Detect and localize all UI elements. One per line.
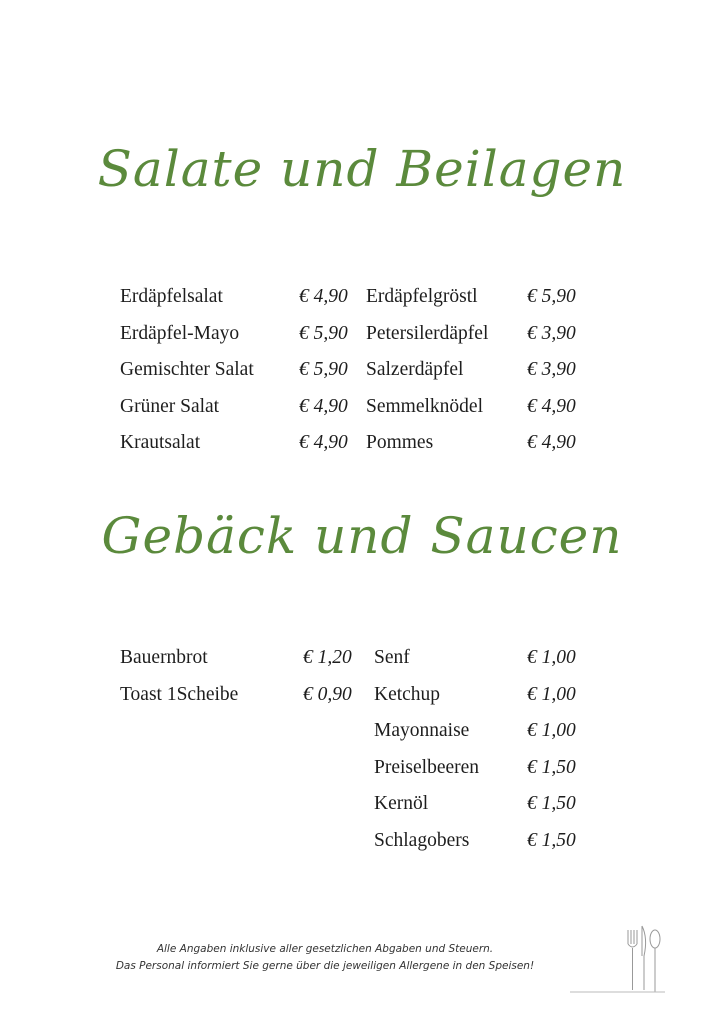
menu-item-price: € 4,90 xyxy=(299,432,348,453)
menu-item-price: € 4,90 xyxy=(299,286,348,307)
menu-item-name: Mayonnaise xyxy=(374,720,470,741)
menu-item-name: Pommes xyxy=(366,432,434,453)
menu-item-price: € 1,00 xyxy=(527,720,576,741)
salate-right-column xyxy=(366,286,591,469)
menu-item-name: Senf xyxy=(374,647,410,668)
menu-item xyxy=(374,757,589,794)
menu-item-name: Semmelknödel xyxy=(366,395,483,417)
menu-item-name: Kernöl xyxy=(374,793,429,814)
menu-item-name: Preiselbeeren xyxy=(374,756,480,778)
menu-item-name: Erdäpfel-Mayo xyxy=(120,322,240,344)
menu-item-name: Salzerdäpfel xyxy=(366,359,464,380)
menu-item xyxy=(366,359,591,396)
menu-item-price: € 4,90 xyxy=(527,432,576,453)
menu-item-price: € 5,90 xyxy=(299,322,348,344)
gebaeck-left-column xyxy=(120,647,360,720)
section-title-gebaeck: Gebäck und Saucen xyxy=(101,507,623,565)
menu-item xyxy=(120,286,360,323)
menu-item xyxy=(120,684,360,721)
menu-item-name: Erdäpfelgröstl xyxy=(366,286,478,307)
section-title-salate: Salate und Beilagen xyxy=(97,140,627,198)
menu-item xyxy=(120,432,360,469)
menu-item xyxy=(366,323,591,360)
menu-item xyxy=(374,830,589,867)
cutlery-icon xyxy=(570,922,670,1002)
gebaeck-right-column xyxy=(374,647,589,866)
menu-item xyxy=(374,647,589,684)
menu-item-name: Gemischter Salat xyxy=(120,359,254,380)
menu-item xyxy=(374,720,589,757)
menu-item-price: € 0,90 xyxy=(303,683,352,705)
menu-item xyxy=(366,286,591,323)
menu-item-name: Petersilerdäpfel xyxy=(366,322,489,344)
menu-item-price: € 3,90 xyxy=(527,359,576,380)
menu-item-price: € 5,90 xyxy=(299,359,348,380)
menu-item-name: Bauernbrot xyxy=(120,647,208,668)
menu-item xyxy=(120,647,360,684)
menu-item xyxy=(120,396,360,433)
menu-item-price: € 5,90 xyxy=(527,286,576,307)
menu-item xyxy=(374,684,589,721)
menu-item-price: € 1,50 xyxy=(527,793,576,814)
menu-item-name: Krautsalat xyxy=(120,432,201,453)
menu-item-name: Toast 1Scheibe xyxy=(120,683,239,705)
menu-item-name: Erdäpfelsalat xyxy=(120,286,223,307)
menu-item-price: € 4,90 xyxy=(299,395,348,417)
menu-item-price: € 1,50 xyxy=(527,829,576,851)
menu-item-name: Schlagobers xyxy=(374,829,470,851)
menu-item-name: Ketchup xyxy=(374,683,441,705)
menu-item-price: € 1,50 xyxy=(527,756,576,778)
footer-allergen-note: Das Personal informiert Sie gerne über die jeweiligen Allergene in den Speisen! xyxy=(115,960,535,972)
menu-item xyxy=(120,359,360,396)
menu-item-price: € 1,20 xyxy=(303,647,352,668)
footer-tax-note: Alle Angaben inklusive aller gesetzlichen Abgaben und Steuern. xyxy=(156,943,494,955)
menu-item-name: Grüner Salat xyxy=(120,395,220,417)
menu-item-price: € 1,00 xyxy=(527,683,576,705)
menu-item xyxy=(374,793,589,830)
menu-item-price: € 1,00 xyxy=(527,647,576,668)
salate-left-column xyxy=(120,286,360,469)
menu-item-price: € 3,90 xyxy=(527,322,576,344)
menu-item xyxy=(120,323,360,360)
menu-item xyxy=(366,432,591,469)
menu-item-price: € 4,90 xyxy=(527,395,576,417)
menu-item xyxy=(366,396,591,433)
